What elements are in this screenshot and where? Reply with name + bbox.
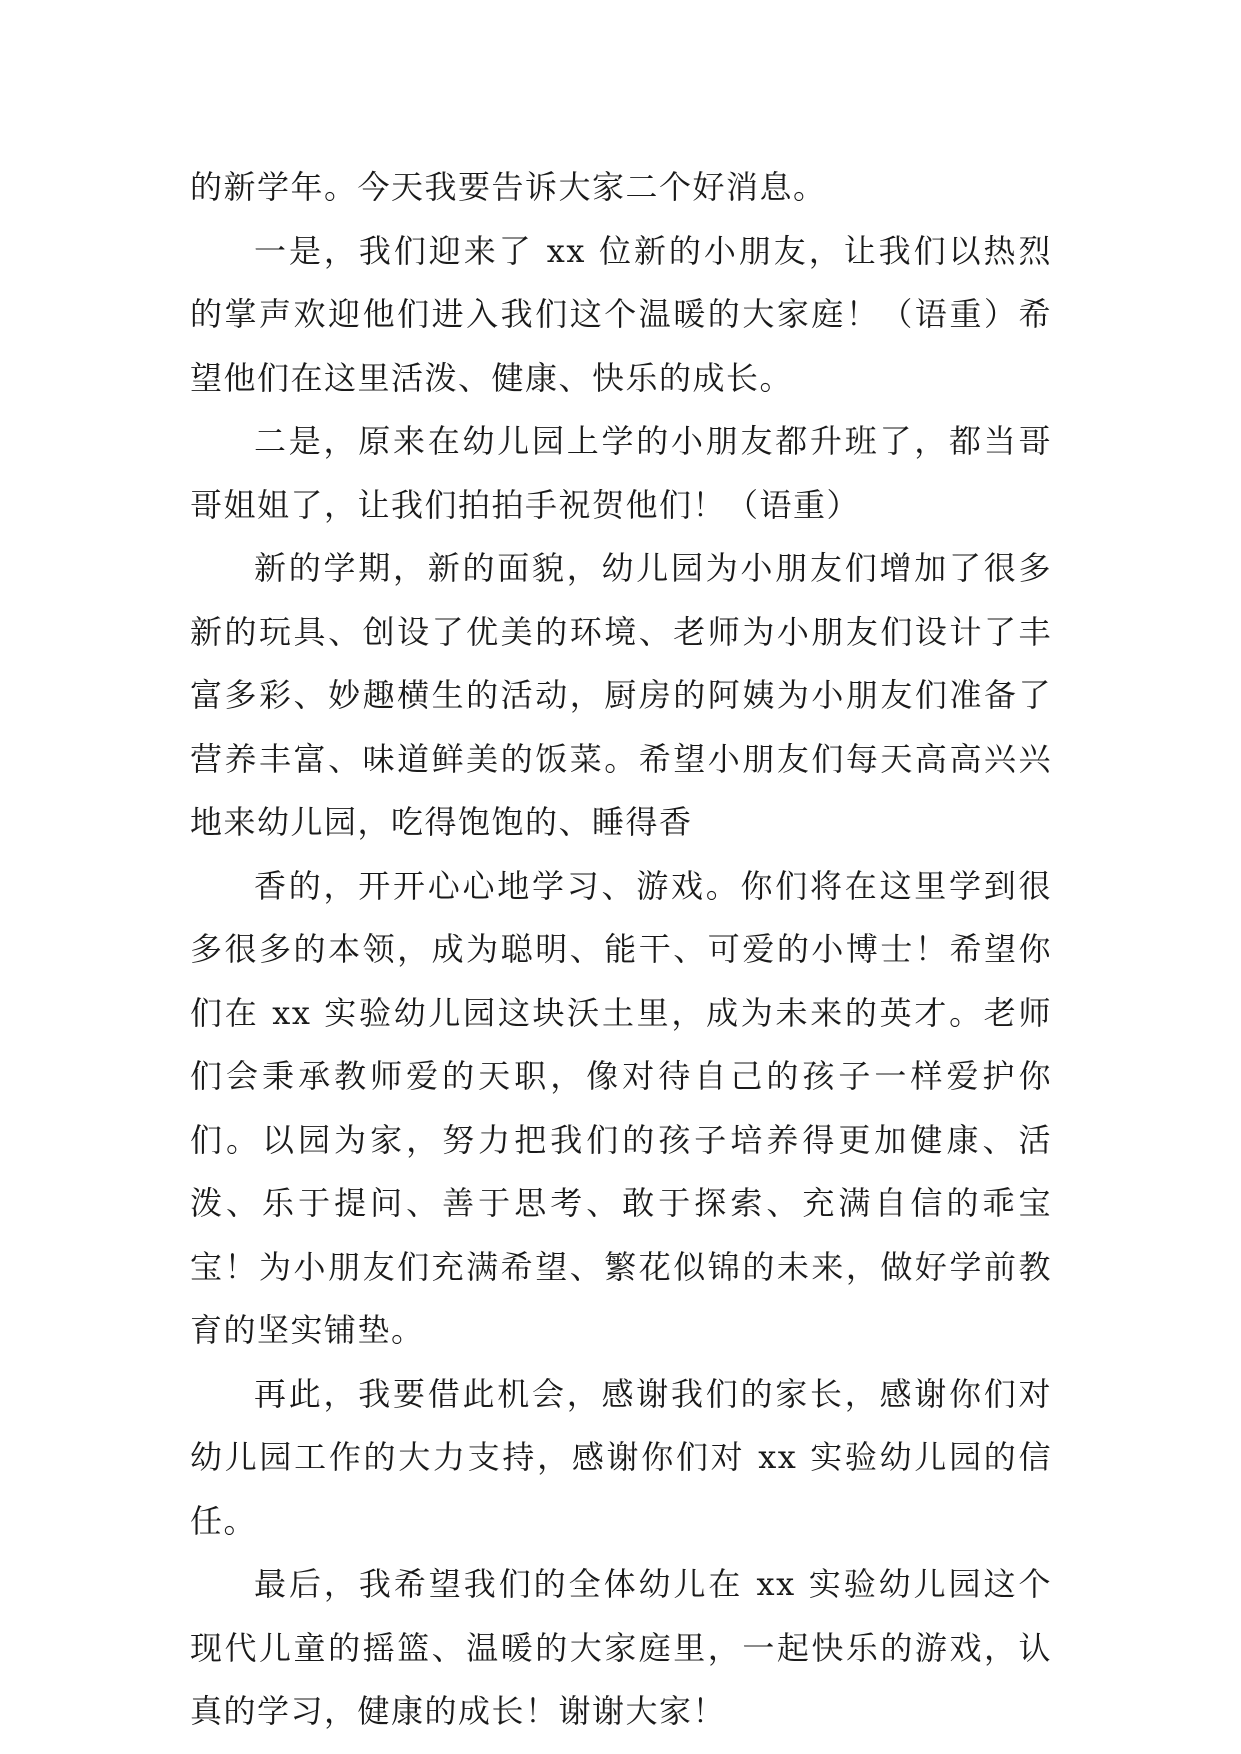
paragraph-4: 新的学期，新的面貌，幼儿园为小朋友们增加了很多新的玩具、创设了优美的环境、老师为小朋友们设计了丰富多彩、妙趣横生的活动，厨房的阿姨为小朋友们准备了营养丰富、味道鲜美的饭菜。希望小朋友们每天高高兴兴地来幼儿园，吃得饱饱的、睡得香 xyxy=(190,549,1052,841)
paragraph-5: 香的，开开心心地学习、游戏。你们将在这里学到很多很多的本领，成为聪明、能干、可爱的小博士！希望你们在 xx 实验幼儿园这块沃土里，成为未来的英才。老师们会秉承教师爱的天职，像对待自己的孩子一样爱护你们。以园为家，努力把我们的孩子培养得更加健康、活泼、乐于提问、善于思考、敢于探索、充满自信的乖宝宝！为小朋友们充满希望、繁花似锦的未来，做好学前教育的坚实铺垫。 xyxy=(190,866,1052,1349)
paragraph-3: 二是，原来在幼儿园上学的小朋友都升班了，都当哥哥姐姐了，让我们拍拍手祝贺他们！（语重） xyxy=(190,422,1052,524)
document-body xyxy=(190,156,1052,1744)
paragraph-7: 最后，我希望我们的全体幼儿在 xx 实验幼儿园这个现代儿童的摇篮、温暖的大家庭里，一起快乐的游戏，认真的学习，健康的成长！谢谢大家！ xyxy=(190,1565,1052,1730)
paragraph-1: 的新学年。今天我要告诉大家二个好消息。 xyxy=(190,168,827,206)
paragraph-2: 一是，我们迎来了 xx 位新的小朋友，让我们以热烈的掌声欢迎他们进入我们这个温暖的大家庭！（语重）希望他们在这里活泼、健康、快乐的成长。 xyxy=(190,231,1052,397)
paragraph-6: 再此，我要借此机会，感谢我们的家长，感谢你们对幼儿园工作的大力支持，感谢你们对 xx 实验幼儿园的信任。 xyxy=(190,1374,1052,1540)
